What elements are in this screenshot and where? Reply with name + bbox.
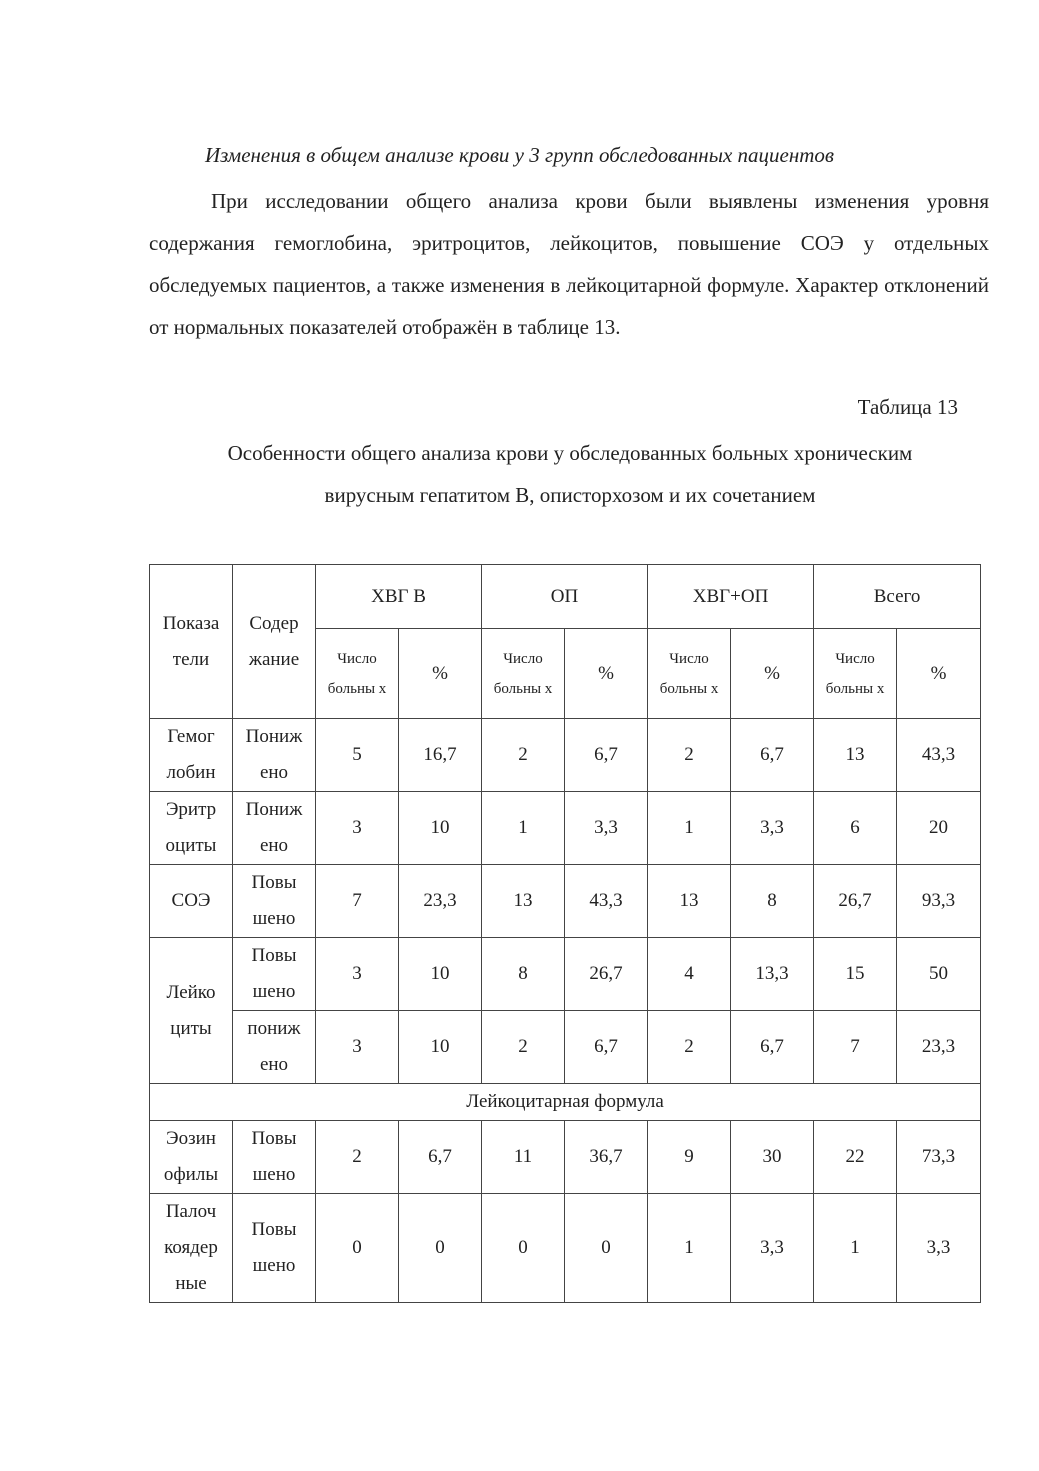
cell: 23,3: [399, 865, 482, 938]
cell: 13: [482, 865, 565, 938]
section-label: Лейкоцитарная формула: [150, 1084, 981, 1121]
cell: 10: [399, 1011, 482, 1084]
cell: 0: [399, 1194, 482, 1303]
cell: 11: [482, 1121, 565, 1194]
cell: 15: [814, 938, 897, 1011]
header-indicator: Показа тели: [150, 565, 233, 719]
row-content: Пониж ено: [233, 792, 316, 865]
cell: 73,3: [897, 1121, 981, 1194]
row-content: Повы шено: [233, 938, 316, 1011]
cell: 93,3: [897, 865, 981, 938]
cell: 3: [316, 792, 399, 865]
cell: 1: [648, 792, 731, 865]
table-row: [150, 719, 981, 792]
header-group: Всего: [814, 565, 981, 629]
caption-line-1: Особенности общего анализа крови у обследованных больных хроническим: [227, 441, 913, 465]
cell: 6,7: [399, 1121, 482, 1194]
cell: 3,3: [731, 1194, 814, 1303]
header-percent: %: [399, 629, 482, 719]
header-count: Число больны х: [482, 629, 565, 719]
section-row: [150, 1084, 981, 1121]
cell: 6,7: [731, 719, 814, 792]
cell: 3,3: [731, 792, 814, 865]
cell: 3: [316, 1011, 399, 1084]
cell: 3: [316, 938, 399, 1011]
cell: 23,3: [897, 1011, 981, 1084]
cell: 6,7: [731, 1011, 814, 1084]
table-row: [150, 1121, 981, 1194]
cell: 0: [565, 1194, 648, 1303]
table-row: [150, 865, 981, 938]
cell: 22: [814, 1121, 897, 1194]
cell: 2: [648, 719, 731, 792]
section-heading: Изменения в общем анализе крови у 3 групп обследованных пациентов: [204, 143, 835, 167]
cell: 2: [482, 719, 565, 792]
row-content: Пониж ено: [233, 719, 316, 792]
cell: 3,3: [565, 792, 648, 865]
cell: 26,7: [814, 865, 897, 938]
header-count: Число больны х: [814, 629, 897, 719]
cell: 6: [814, 792, 897, 865]
header-row-groups: [150, 565, 981, 629]
table-caption: [120, 432, 1020, 516]
cell: 2: [482, 1011, 565, 1084]
cell: 0: [482, 1194, 565, 1303]
table-row: [150, 938, 981, 1011]
cell: 20: [897, 792, 981, 865]
caption-line-2: вирусным гепатитом В, описторхозом и их сочетанием: [324, 483, 816, 507]
row-content: Повы шено: [233, 1194, 316, 1303]
header-percent: %: [565, 629, 648, 719]
cell: 9: [648, 1121, 731, 1194]
cell: 0: [316, 1194, 399, 1303]
cell: 5: [316, 719, 399, 792]
cell: 6,7: [565, 1011, 648, 1084]
table-row: [150, 1194, 981, 1303]
row-indicator: Лейко циты: [150, 938, 233, 1084]
row-content: Повы шено: [233, 865, 316, 938]
header-content: Содер жание: [233, 565, 316, 719]
cell: 16,7: [399, 719, 482, 792]
row-content: Повы шено: [233, 1121, 316, 1194]
table-row: [150, 792, 981, 865]
row-indicator: Гемог лобин: [150, 719, 233, 792]
cell: 13,3: [731, 938, 814, 1011]
row-content: пониж ено: [233, 1011, 316, 1084]
cell: 1: [482, 792, 565, 865]
row-indicator: Эозин офилы: [150, 1121, 233, 1194]
cell: 13: [814, 719, 897, 792]
row-indicator: Эритр оциты: [150, 792, 233, 865]
cell: 6,7: [565, 719, 648, 792]
row-indicator: СОЭ: [150, 865, 233, 938]
cell: 43,3: [565, 865, 648, 938]
body-paragraph: При исследовании общего анализа крови были выявлены изменения уровня содержания гемоглобина, эритроцитов, лейкоцитов, повышение СОЭ у отдельных обследуемых пациентов, а также изменения в лейкоцитарной формуле. Характер отклонений от нормальных показателей отображён в таблице 13.: [149, 189, 989, 339]
cell: 26,7: [565, 938, 648, 1011]
header-group: ХВГ+ОП: [648, 565, 814, 629]
cell: 50: [897, 938, 981, 1011]
cell: 2: [316, 1121, 399, 1194]
cell: 30: [731, 1121, 814, 1194]
cell: 7: [814, 1011, 897, 1084]
cell: 1: [648, 1194, 731, 1303]
table-row: [150, 1011, 981, 1084]
blood-analysis-table: [149, 564, 981, 1303]
header-group: ХВГ В: [316, 565, 482, 629]
cell: 10: [399, 792, 482, 865]
cell: 10: [399, 938, 482, 1011]
cell: 4: [648, 938, 731, 1011]
header-group: ОП: [482, 565, 648, 629]
cell: 36,7: [565, 1121, 648, 1194]
cell: 3,3: [897, 1194, 981, 1303]
cell: 13: [648, 865, 731, 938]
header-percent: %: [731, 629, 814, 719]
cell: 7: [316, 865, 399, 938]
header-percent: %: [897, 629, 981, 719]
header-count: Число больны х: [648, 629, 731, 719]
header-count: Число больны х: [316, 629, 399, 719]
cell: 8: [731, 865, 814, 938]
cell: 1: [814, 1194, 897, 1303]
cell: 8: [482, 938, 565, 1011]
cell: 43,3: [897, 719, 981, 792]
cell: 2: [648, 1011, 731, 1084]
row-indicator: Палоч коядер ные: [150, 1194, 233, 1303]
table-number: Таблица 13: [857, 395, 958, 419]
